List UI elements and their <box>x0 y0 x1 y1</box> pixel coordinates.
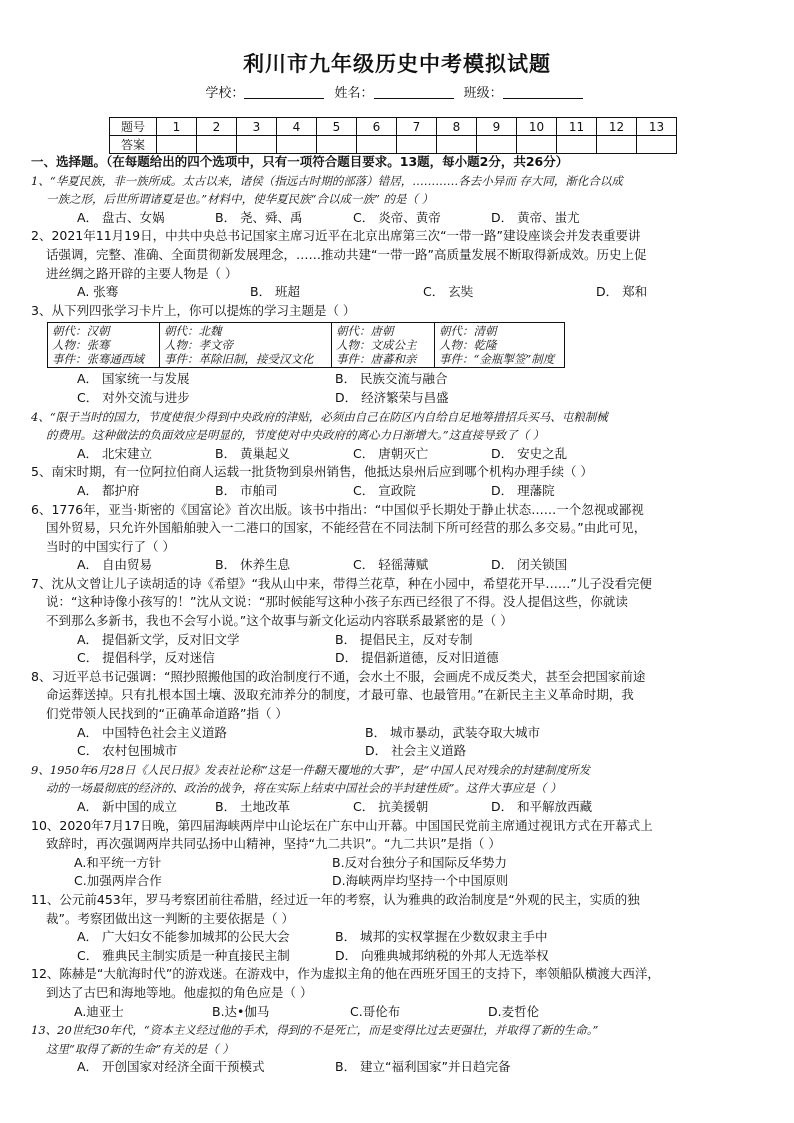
option-b[interactable]: B． 城邦的实权掌握在少数奴隶主手中 <box>335 929 548 945</box>
option-c[interactable]: C． 唐朝灭亡 <box>353 445 429 461</box>
card-event: 事件：革除旧制，接受汉文化 <box>164 352 314 367</box>
question-8 <box>31 668 771 761</box>
option-row <box>31 445 771 464</box>
card-dynasty: 朝代：唐朝 <box>336 324 394 339</box>
option-row <box>31 1003 771 1022</box>
answer-cell[interactable] <box>477 136 517 154</box>
question-stem-line: 的费用。这种做法的负面效应是明显的，节度使对中央政府的离心力日渐增大。”这直接导致了（ ） <box>46 428 545 443</box>
question-stem-line: 说：“这种诗像小孩写的！”沈从文说：“那时候能写这种小孩子东西已经很了不得。没人提倡这些，你就读 <box>46 594 628 610</box>
option-a[interactable]: A． 都护府 <box>77 482 140 498</box>
question-stem-line: 裁”。考察团做出这一判断的主要依据是（ ） <box>46 910 294 926</box>
card-event: 事件：唐蕃和亲 <box>336 352 417 367</box>
question-stem-line: 当时的中国实行了（ ） <box>46 538 175 554</box>
question-stem-line: 8、习近平总书记强调：“照抄照搬他国的政治制度行不通，会水土不服，会画虎不成反类犬，甚至会把国家前途 <box>31 668 646 684</box>
option-c[interactable]: C． 提倡科学，反对迷信 <box>77 650 215 666</box>
question-number-cell: 6 <box>357 118 397 136</box>
option-c[interactable]: C． 对外交流与进步 <box>77 389 190 405</box>
study-card <box>435 323 565 368</box>
question-number-cell: 12 <box>597 118 637 136</box>
question-number-cell: 13 <box>637 118 677 136</box>
question-number-cell: 4 <box>277 118 317 136</box>
question-number-label: 题号 <box>110 118 157 136</box>
card-dynasty: 朝代：汉朝 <box>52 324 110 339</box>
option-a[interactable]: A． 盘古、女娲 <box>77 209 165 225</box>
question-stem-line: 2、2021年11月19日，中共中央总书记国家主席习近平在北京出席第三次“一带一路”建设座谈会并发表重要讲 <box>31 228 641 244</box>
answer-label: 答案 <box>110 136 157 154</box>
study-cards-table <box>47 322 565 368</box>
option-row <box>31 482 771 501</box>
question-stem-line: 5、南宋时期，有一位阿拉伯商人运载一批货物到泉州销售，他抵达泉州后应到哪个机构办理手续（ ） <box>31 464 593 480</box>
answer-cell[interactable] <box>197 136 237 154</box>
question-number-cell: 10 <box>517 118 557 136</box>
question-number-cell: 7 <box>397 118 437 136</box>
question-6 <box>31 501 771 575</box>
option-row <box>31 556 771 575</box>
option-d[interactable]: D． 和平解放西藏 <box>491 799 593 814</box>
option-a[interactable]: A． 中国特色社会主义道路 <box>77 724 228 740</box>
option-a[interactable]: A． 开创国家对经济全面干预模式 <box>77 1059 265 1075</box>
question-stem-line: 进丝绸之路开辟的主要人物是（ ） <box>46 265 238 281</box>
answer-table <box>109 117 677 154</box>
question-number-cell: 9 <box>477 118 517 136</box>
school-label: 学校： <box>205 86 245 101</box>
option-c[interactable]: C． 雅典民主制实质是一种直接民主制 <box>77 947 290 963</box>
question-number-cell: 5 <box>317 118 357 136</box>
card-dynasty: 朝代：北魏 <box>164 324 222 339</box>
name-label: 姓名： <box>334 86 374 101</box>
option-b[interactable]: B.反对台独分子和国际反华势力 <box>332 854 508 870</box>
option-c[interactable]: C． 炎帝、黄帝 <box>353 209 441 225</box>
question-stem-line: 一族之形，后世所谓诸夏是也。”材料中，使华夏民族“合以成一族” 的是（ ） <box>46 192 434 207</box>
question-10 <box>31 817 771 891</box>
option-b[interactable]: B.达•伽马 <box>212 1003 270 1019</box>
card-event: 事件：“金瓶掣签”制度 <box>439 352 555 367</box>
question-stem-line: 13、20世纪30年代，“资本主义经过他的手术，得到的不是死亡，而是变得比过去更强壮，并取得了新的生命。” <box>31 1023 599 1038</box>
option-d[interactable]: D． 安史之乱 <box>491 445 568 461</box>
option-a[interactable]: A． 广大妇女不能参加城邦的公民大会 <box>77 929 290 945</box>
question-number-cell: 8 <box>437 118 477 136</box>
option-a[interactable]: A. 张骞 <box>77 284 119 300</box>
option-row <box>31 854 771 873</box>
option-a[interactable]: A． 新中国的成立 <box>77 799 178 814</box>
question-7 <box>31 575 771 668</box>
question-stem-line: 6、1776年，亚当·斯密的《国富论》首次出版。该书中指出：“中国似乎长期处于静止状态……一个忽视或鄙视 <box>31 501 644 517</box>
option-d[interactable]: D． 社会主义道路 <box>365 743 467 759</box>
option-c[interactable]: C． 农村包围城市 <box>77 743 178 759</box>
option-b[interactable]: B． 休养生息 <box>215 557 291 573</box>
option-c[interactable]: C.哥伦布 <box>350 1003 401 1019</box>
question-stem-line: 10、2020年7月17日晚，第四届海峡两岸中山论坛在广东中山开幕。中国国民党前主席通过视讯方式在开幕式上 <box>31 817 653 833</box>
option-a[interactable]: A.和平统一方针 <box>74 854 162 870</box>
section-heading: 一、选择题。（在每题给出的四个选项中，只有一项符合题目要求。13题，每小题2分，共26分） <box>31 154 569 169</box>
class-blank[interactable] <box>503 85 583 99</box>
option-a[interactable]: A． 提倡新文学，反对旧文学 <box>77 631 240 647</box>
option-row <box>31 724 771 743</box>
study-card <box>332 323 435 368</box>
option-b[interactable]: B． 班超 <box>250 284 301 300</box>
question-4 <box>31 408 771 464</box>
option-row <box>31 283 771 302</box>
question-9 <box>31 761 771 817</box>
study-card <box>160 323 332 368</box>
option-b[interactable]: B． 市舶司 <box>215 482 278 498</box>
option-row <box>31 389 771 408</box>
question-number-cell: 3 <box>237 118 277 136</box>
question-12 <box>31 965 771 1021</box>
question-stem-line: 3、从下列四张学习卡片上，你可以提炼的学习主题是（ ） <box>31 302 356 318</box>
exam-title: 利川市九年级历史中考模拟试题 <box>243 51 551 76</box>
question-5 <box>31 463 771 500</box>
question-stem-line: 到达了古巴和海地等地。他虚拟的角色应是（ ） <box>46 984 313 1000</box>
option-row <box>31 928 771 947</box>
option-row <box>31 742 771 761</box>
option-b[interactable]: B． 土地改革 <box>215 799 291 814</box>
option-d[interactable]: D． 理藩院 <box>491 482 555 498</box>
question-13 <box>31 1021 771 1077</box>
answer-table-answer-row <box>110 136 677 154</box>
question-stem-line: 命运葬送掉。只有扎根本国土壤、汲取充沛养分的制度，才最可靠、也最管用。”在新民主主义革命时期，我 <box>46 687 634 703</box>
option-row <box>31 649 771 668</box>
answer-cell[interactable] <box>557 136 597 154</box>
option-row <box>31 370 771 389</box>
question-3 <box>31 302 771 408</box>
option-d[interactable]: D． 向雅典城邦纳税的外邦人无选举权 <box>335 947 549 963</box>
option-a[interactable]: A． 北宋建立 <box>77 445 153 461</box>
card-person: 人物：乾隆 <box>439 338 497 353</box>
question-content <box>31 153 771 1077</box>
answer-cell[interactable] <box>317 136 357 154</box>
answer-cell[interactable] <box>597 136 637 154</box>
option-d[interactable]: D． 黄帝、蚩尤 <box>491 209 580 225</box>
question-stem-line: 这里“取得了新的生命”有关的是（ ） <box>46 1041 234 1056</box>
question-number-cell: 11 <box>557 118 597 136</box>
answer-cell[interactable] <box>637 136 677 154</box>
card-person: 人物：张骞 <box>52 338 110 353</box>
question-1 <box>31 172 771 228</box>
option-a[interactable]: A． 国家统一与发展 <box>77 371 190 387</box>
option-row <box>31 631 771 650</box>
option-d[interactable]: D． 提倡新道德，反对旧道德 <box>335 650 499 666</box>
option-b[interactable]: B． 提倡民主，反对专制 <box>335 631 473 647</box>
option-b[interactable]: B． 黄巢起义 <box>215 445 291 461</box>
card-event: 事件：张骞通西域 <box>52 352 144 367</box>
option-b[interactable]: B． 城市暴动，武装夺取大城市 <box>365 724 541 740</box>
card-dynasty: 朝代：清朝 <box>439 324 497 339</box>
option-c[interactable]: C． 宣政院 <box>353 482 416 498</box>
option-d[interactable]: D.麦哲伦 <box>488 1003 540 1019</box>
question-11 <box>31 891 771 965</box>
answer-cell[interactable] <box>397 136 437 154</box>
name-blank[interactable] <box>374 85 454 99</box>
option-b[interactable]: B． 民族交流与融合 <box>335 371 448 387</box>
question-stem-line: 9、1950年6月28日《人民日报》发表社论称“这是一件翻天覆地的大事”，是“中国人民对残余的封建制度所发 <box>31 762 591 777</box>
answer-table-number-row <box>110 118 677 136</box>
question-stem-line: 1、“华夏民族，非一族所成。太古以来，诸侯（指远古时期的部落）错居，…………各去小异而 存大同，渐化合以成 <box>31 173 623 188</box>
question-stem-line: 7、沈从文曾让儿子读胡适的诗《希望》“我从山中来，带得兰花草，种在小园中，希望花开早……”儿子没看完便 <box>31 575 652 591</box>
option-b[interactable]: B． 尧、舜、禹 <box>215 209 303 225</box>
student-info-line <box>0 82 794 101</box>
question-stem-line: 不到那么多新书，我也不会写小说。”这个故事与新文化运动内容联系最紧密的是（ ） <box>46 613 513 629</box>
option-b[interactable]: B． 建立“福利国家”并日趋完备 <box>335 1059 511 1075</box>
option-row <box>31 872 771 891</box>
question-number-cell: 1 <box>157 118 197 136</box>
answer-cell[interactable] <box>357 136 397 154</box>
option-a[interactable]: A． 自由贸易 <box>77 557 153 573</box>
option-c[interactable]: C． 抗美援朝 <box>353 799 429 814</box>
option-c[interactable]: C． 轻徭薄赋 <box>353 557 429 573</box>
option-d[interactable]: D． 经济繁荣与昌盛 <box>335 389 449 405</box>
option-d[interactable]: D． 郑和 <box>596 284 648 300</box>
question-stem-line: 致辞时，再次强调两岸共同弘扬中山精神，坚持“九二共识”。“九二共识”是指（ ） <box>46 836 501 852</box>
question-number-cell: 2 <box>197 118 237 136</box>
answer-cell[interactable] <box>437 136 477 154</box>
card-person: 人物：孝文帝 <box>164 338 233 353</box>
option-c[interactable]: C.加强两岸合作 <box>74 873 162 889</box>
answer-cell[interactable] <box>157 136 197 154</box>
option-c[interactable]: C． 玄奘 <box>423 284 474 300</box>
option-d[interactable]: D． 闭关锁国 <box>491 557 568 573</box>
question-stem-line: 动的一场最彻底的经济的、政治的战争，将在实际上结束中国社会的半封建性质”。这件大事应是（ ） <box>46 781 562 796</box>
card-person: 人物：文成公主 <box>336 338 417 353</box>
question-stem-line: 国外贸易，只允许外国船舶驶入一二港口的国家，不能经营在不同法制下所可经营的那么多交易。”由此可见， <box>46 520 647 536</box>
class-label: 班级： <box>463 86 503 101</box>
option-a[interactable]: A.迪亚士 <box>74 1003 124 1019</box>
question-stem-line: 话强调，完整、准确、全面贯彻新发展理念，……推动共建“一带一路”高质量发展不断取得新成效。历史上促 <box>46 246 647 262</box>
option-d[interactable]: D.海峡两岸均坚持一个中国原则 <box>332 873 509 889</box>
option-row <box>31 209 771 228</box>
option-row <box>31 1058 771 1077</box>
option-row <box>31 947 771 966</box>
question-stem-line: 11、公元前453年，罗马考察团前往希腊，经过近一年的考察，认为雅典的政治制度是“外观的民主，实质的独 <box>31 891 640 907</box>
question-stem-line: 4、“限于当时的国力，节度使很少得到中央政府的津贴，必须由自己在防区内自给自足地筹措招兵买马、屯粮制械 <box>31 409 608 424</box>
question-stem-line: 们党带领人民找到的“正确革命道路”指（ ） <box>46 706 288 722</box>
study-card <box>48 323 160 368</box>
school-blank[interactable] <box>244 85 324 99</box>
answer-cell[interactable] <box>517 136 557 154</box>
answer-cell[interactable] <box>277 136 317 154</box>
option-row <box>31 798 771 817</box>
answer-cell[interactable] <box>237 136 277 154</box>
question-2 <box>31 227 771 301</box>
question-stem-line: 12、陈赫是“大航海时代”的游戏迷。在游戏中，作为虚拟主角的他在西班牙国王的支持下，率领船队横渡大西洋， <box>31 966 660 982</box>
